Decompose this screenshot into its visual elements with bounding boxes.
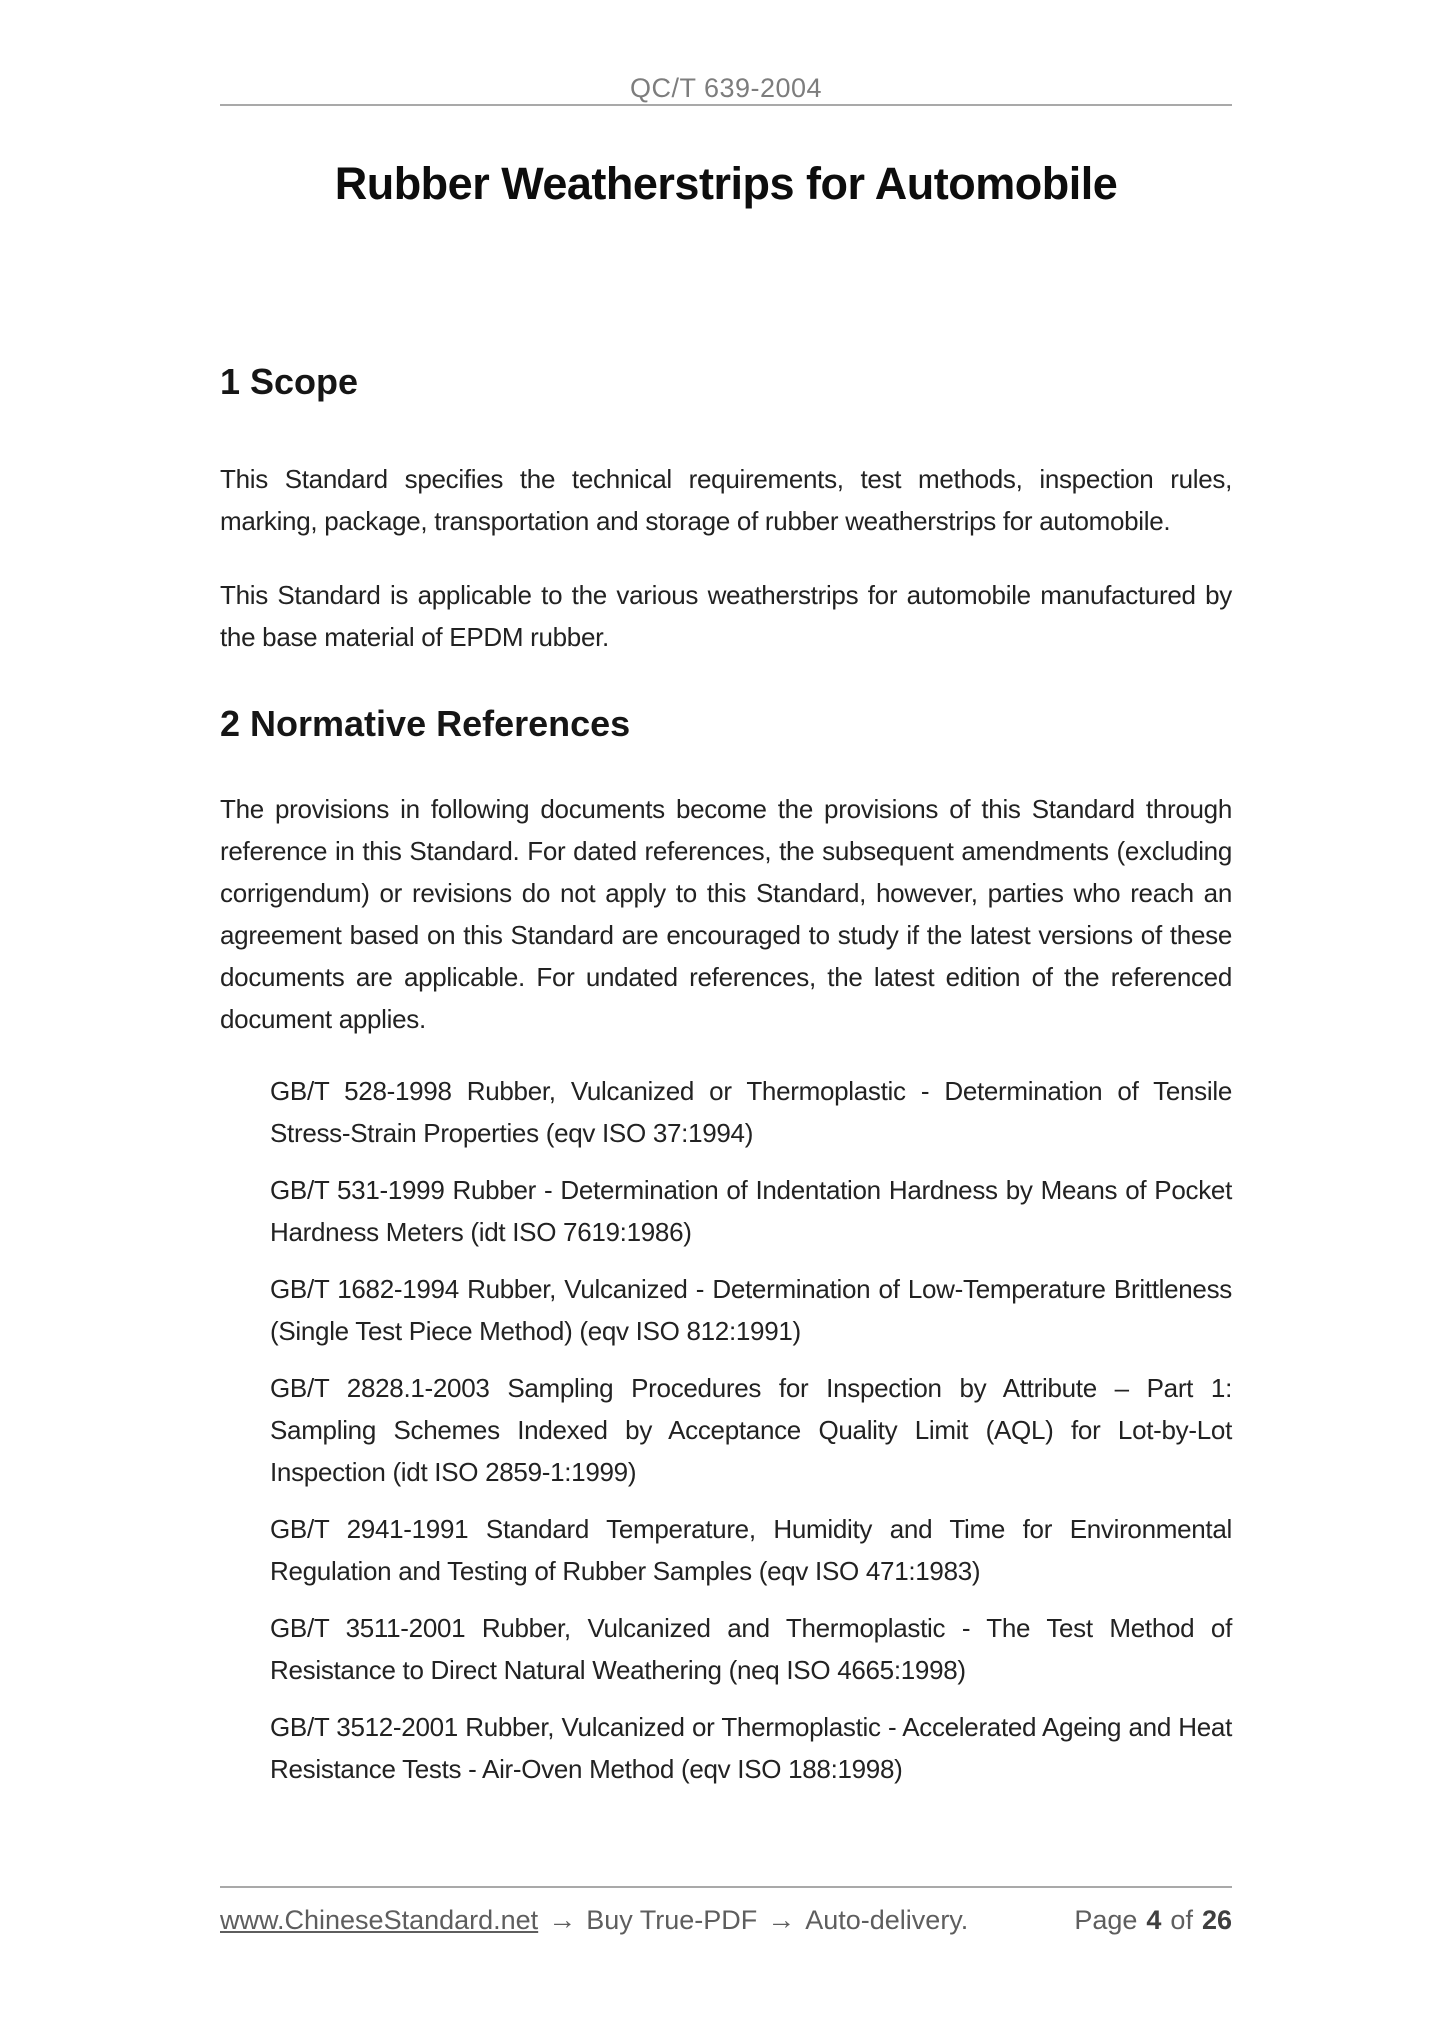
- arrow-right-icon: →: [548, 1904, 577, 1935]
- footer-site-line: [220, 1904, 968, 1936]
- scope-paragraph-1: This Standard specifies the technical requirements, test methods, inspection rules, marking, package, transportation and storage of rubber weatherstrips for automobile.: [220, 464, 1232, 536]
- page-label: Page: [1074, 1905, 1138, 1935]
- reference-item: GB/T 531-1999 Rubber - Determination of Indentation Hardness by Means of Pocket Hardness Meters (idt ISO 7619:1986): [270, 1175, 1232, 1247]
- reference-item: GB/T 1682-1994 Rubber, Vulcanized - Determination of Low-Temperature Brittleness (Single Test Piece Method) (eqv ISO 812:1991): [270, 1274, 1232, 1346]
- doc-number: QC/T 639-2004: [629, 73, 823, 103]
- current-page-number: 4: [1146, 1905, 1162, 1935]
- footer-buy-text: Buy True-PDF: [586, 1905, 758, 1935]
- reference-item: GB/T 3511-2001 Rubber, Vulcanized and Thermoplastic - The Test Method of Resistance to Direct Natural Weathering (neq ISO 4665:1998): [270, 1613, 1232, 1685]
- scope-paragraph-2: This Standard is applicable to the various weatherstrips for automobile manufactured by the base material of EPDM rubber.: [220, 580, 1232, 652]
- reference-list: [270, 1070, 1232, 1790]
- section-heading-normative-references: 2 Normative References: [220, 703, 631, 744]
- normative-references-intro-paragraph: The provisions in following documents become the provisions of this Standard through reference in this Standard. For dated references, the subsequent amendments (excluding corrigendum) or revisions do not apply to this Standard, however, parties who reach an agreement based on this Standard are encouraged to study if the latest versions of these documents are applicable. For undated references, the latest edition of the referenced document applies.: [220, 794, 1232, 1034]
- reference-item: GB/T 3512-2001 Rubber, Vulcanized or Thermoplastic - Accelerated Ageing and Heat Resistance Tests - Air-Oven Method (eqv ISO 188:1998): [270, 1712, 1232, 1784]
- page-footer: [220, 1886, 1232, 1936]
- footer-divider: [220, 1886, 1232, 1888]
- reference-item: GB/T 2828.1-2003 Sampling Procedures for Inspection by Attribute – Part 1: Sampling Schemes Indexed by Acceptance Quality Limit (AQL) for Lot-by-Lot Inspection (idt ISO 2859-1:1999): [270, 1373, 1232, 1487]
- total-page-count: 26: [1201, 1905, 1232, 1935]
- reference-item: GB/T 2941-1991 Standard Temperature, Humidity and Time for Environmental Regulation and Testing of Rubber Samples (eqv ISO 471:1983): [270, 1514, 1232, 1586]
- document-title: Rubber Weatherstrips for Automobile: [334, 158, 1118, 209]
- section-heading-scope: 1 Scope: [220, 361, 359, 402]
- page-indicator: [1074, 1905, 1232, 1936]
- arrow-right-icon: →: [767, 1904, 796, 1935]
- header-divider: [220, 104, 1232, 106]
- of-label: of: [1170, 1905, 1193, 1935]
- footer-link[interactable]: www.ChineseStandard.net: [220, 1905, 539, 1935]
- page-header: [220, 72, 1232, 104]
- reference-item: GB/T 528-1998 Rubber, Vulcanized or Thermoplastic - Determination of Tensile Stress-Strain Properties (eqv ISO 37:1994): [270, 1076, 1232, 1148]
- footer-delivery-text: Auto-delivery.: [805, 1905, 969, 1935]
